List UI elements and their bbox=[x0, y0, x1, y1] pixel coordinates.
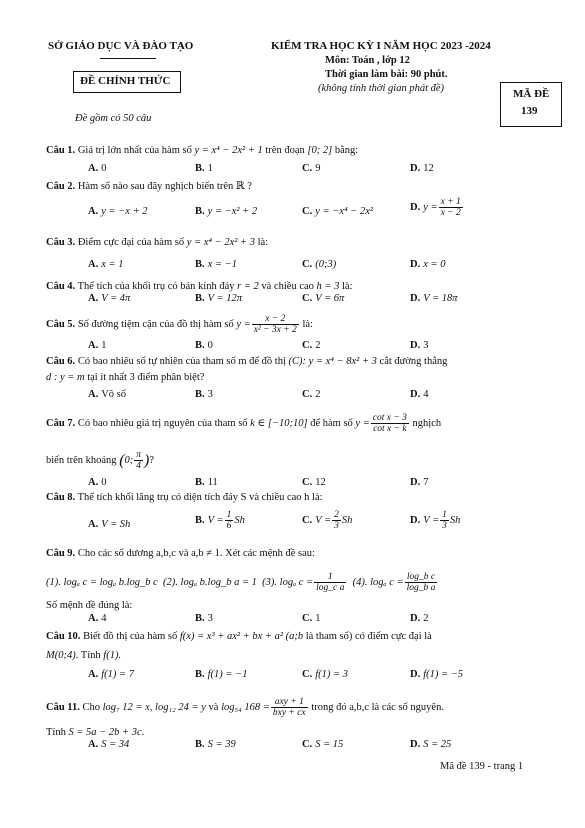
option-a[interactable]: A. 0 bbox=[88, 477, 107, 488]
option-d[interactable]: D. V = 18π bbox=[410, 293, 458, 304]
option-c[interactable]: C. 9 bbox=[302, 163, 321, 174]
option-b[interactable]: B. 0 bbox=[195, 340, 213, 351]
question-9-props: (1). logₐ c = logₐ b.log_b c (2). logₐ b.log_b a = 1 (3). logₐ c = $\frac{1}{\text{log\_c a}}$ (4). logₐ c = $\frac{\text{log\_b c}}{\text{log\_b a}}$ bbox=[46, 572, 436, 593]
department-name: SỞ GIÁO DỤC VÀ ĐÀO TẠO bbox=[48, 40, 194, 52]
question-5: Câu 5. Số đường tiệm cận của đồ thị hàm số y = $\frac{x - 2}{\text{x² − 3x + 2}}$ là: bbox=[46, 314, 313, 335]
option-a[interactable]: A. 4 bbox=[88, 613, 107, 624]
option-c[interactable]: C. 2 bbox=[302, 340, 321, 351]
option-b[interactable]: B. 1 bbox=[195, 163, 213, 174]
question-1: Câu 1. Giá trị lớn nhất của hàm số y = x⁴ − 2x² + 1 trên đoạn [0; 2] bằng: bbox=[46, 145, 359, 156]
option-d[interactable]: D. y = $\frac{x + 1}{x - 2}$ bbox=[410, 197, 461, 218]
options-3 bbox=[88, 259, 548, 272]
option-c[interactable]: C. 1 bbox=[302, 613, 321, 624]
option-c[interactable]: C. S = 15 bbox=[302, 739, 344, 750]
option-d[interactable]: D. 7 bbox=[410, 477, 429, 488]
option-d[interactable]: D. 3 bbox=[410, 340, 429, 351]
option-d[interactable]: D. V = $\frac{1}{3}$ Sh bbox=[410, 510, 461, 531]
option-c[interactable]: C. 12 bbox=[302, 477, 326, 488]
option-b[interactable]: B. 11 bbox=[195, 477, 218, 488]
page-footer: Mã đề 139 - trang 1 bbox=[440, 761, 524, 772]
option-d[interactable]: D. 2 bbox=[410, 613, 429, 624]
question-4: Câu 4. Thể tích của khối trụ có bán kính đáy r = 2 và chiều cao h = 3 là: bbox=[46, 281, 353, 292]
option-a[interactable]: A. y = −x + 2 bbox=[88, 206, 148, 217]
options-6 bbox=[88, 389, 548, 402]
option-c[interactable]: C. 2 bbox=[302, 389, 321, 400]
options-9 bbox=[88, 613, 548, 626]
options-2 bbox=[88, 197, 548, 219]
option-a[interactable]: A. f(1) = 7 bbox=[88, 669, 134, 680]
exam-code-label: MÃ ĐỀ bbox=[513, 88, 550, 100]
option-b[interactable]: B. V = 12π bbox=[195, 293, 242, 304]
option-c[interactable]: C. (0;3) bbox=[302, 259, 337, 270]
option-c[interactable]: C. V = 6π bbox=[302, 293, 345, 304]
options-8 bbox=[88, 510, 548, 532]
option-c[interactable]: C. y = −x⁴ − 2x² bbox=[302, 206, 374, 217]
options-11 bbox=[88, 739, 548, 752]
official-label: ĐỀ CHÍNH THỨC bbox=[80, 75, 171, 87]
exam-title: KIỂM TRA HỌC KỲ I NĂM HỌC 2023 -2024 bbox=[271, 40, 491, 52]
options-5 bbox=[88, 340, 548, 353]
question-8: Câu 8. Thể tích khối lăng trụ có diện tích đáy S và chiều cao h là: bbox=[46, 492, 323, 503]
option-c[interactable]: C. f(1) = 3 bbox=[302, 669, 348, 680]
question-11-line2: Tính S = 5a − 2b + 3c. bbox=[46, 727, 145, 738]
options-10 bbox=[88, 669, 548, 682]
options-1 bbox=[88, 163, 548, 176]
option-a[interactable]: A. 1 bbox=[88, 340, 107, 351]
option-d[interactable]: D. 4 bbox=[410, 389, 429, 400]
department-underline bbox=[100, 58, 156, 59]
option-d[interactable]: D. 12 bbox=[410, 163, 434, 174]
option-d[interactable]: D. f(1) = −5 bbox=[410, 669, 464, 680]
question-9: Câu 9. Cho các số dương a,b,c và a,b ≠ 1. Xét các mệnh đề sau: bbox=[46, 548, 315, 559]
option-a[interactable]: A. S = 34 bbox=[88, 739, 130, 750]
option-b[interactable]: B. x = −1 bbox=[195, 259, 237, 270]
question-7-line2: biến trên khoảng (0; $\frac{\pi}{4}$ )? bbox=[46, 450, 155, 471]
question-3: Câu 3. Điểm cực đại của hàm số y = x⁴ − 2x² + 3 là: bbox=[46, 237, 269, 248]
exam-time-note: (không tính thời gian phát đề) bbox=[318, 83, 445, 94]
option-a[interactable]: A. V = Sh bbox=[88, 519, 131, 530]
question-6-line2: d : y = m tại ít nhất 3 điểm phân biệt? bbox=[46, 372, 205, 383]
option-b[interactable]: B. 3 bbox=[195, 389, 213, 400]
question-11: Câu 11. Cho log₇ 12 = x, log₁₂ 24 = y và log₅₄ 168 = $\frac{\text{axy + 1}}{\text{bxy + cx}}$ trong đó a,b,c là các số nguyên. bbox=[46, 697, 444, 718]
option-b[interactable]: B. f(1) = −1 bbox=[195, 669, 248, 680]
question-count: Đề gồm có 50 câu bbox=[75, 113, 152, 124]
option-a[interactable]: A. x = 1 bbox=[88, 259, 124, 270]
question-10-line2: M(0;4). Tính f(1). bbox=[46, 650, 122, 661]
exam-code-value: 139 bbox=[521, 105, 538, 117]
option-d[interactable]: D. x = 0 bbox=[410, 259, 446, 270]
question-6: Câu 6. Có bao nhiêu số tự nhiên của tham số m để đồ thị (C): y = x⁴ − 8x² + 3 cắt đường thẳng bbox=[46, 356, 448, 367]
option-b[interactable]: B. 3 bbox=[195, 613, 213, 624]
option-b[interactable]: B. y = −x² + 2 bbox=[195, 206, 258, 217]
option-a[interactable]: A. V = 4π bbox=[88, 293, 131, 304]
option-b[interactable]: B. S = 39 bbox=[195, 739, 236, 750]
option-a[interactable]: A. 0 bbox=[88, 163, 107, 174]
option-c[interactable]: C. V = $\frac{2}{3}$ Sh bbox=[302, 510, 353, 531]
question-7: Câu 7. Có bao nhiêu giá trị nguyên của tham số k ∈ [−10;10] để hàm số y = $\frac{\text{cot x − 3}}{\text{cot x − k}}$ nghịch bbox=[46, 413, 442, 434]
option-b[interactable]: B. V = $\frac{1}{6}$ Sh bbox=[195, 510, 245, 531]
question-9-line3: Số mệnh đề đúng là: bbox=[46, 600, 133, 611]
question-2: Câu 2. Hàm số nào sau đây nghịch biến trên ℝ ? bbox=[46, 181, 252, 192]
options-4 bbox=[88, 293, 548, 306]
exam-subject: Môn: Toán , lớp 12 bbox=[325, 55, 410, 66]
exam-time: Thời gian làm bài: 90 phút. bbox=[325, 69, 448, 80]
question-10: Câu 10. Biết đồ thị của hàm số f(x) = x³ + ax² + bx + a² (a;b là tham số) có điểm cực đại là bbox=[46, 631, 432, 642]
options-7 bbox=[88, 477, 548, 490]
option-a[interactable]: A. Vô số bbox=[88, 389, 127, 400]
option-d[interactable]: D. S = 25 bbox=[410, 739, 452, 750]
